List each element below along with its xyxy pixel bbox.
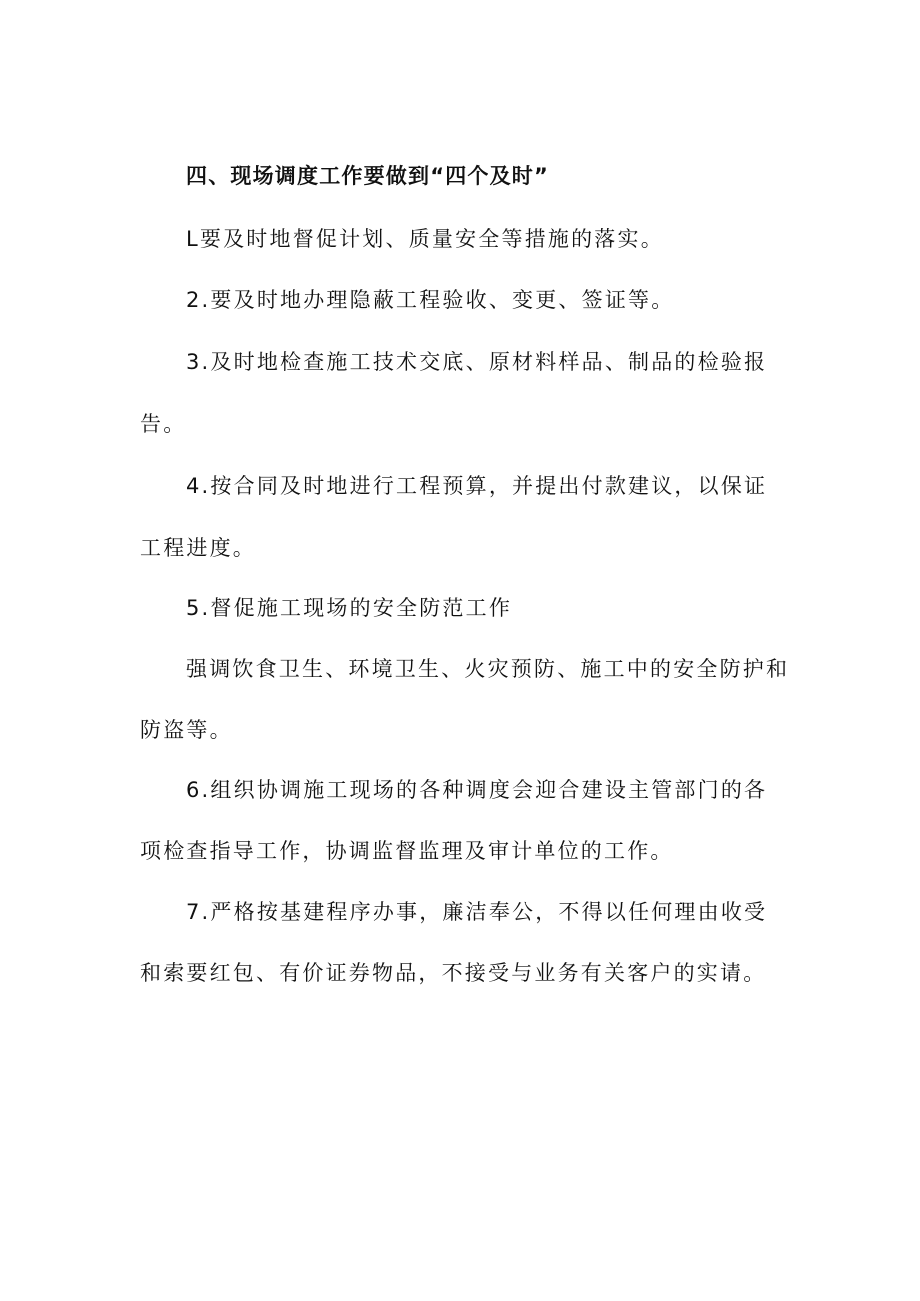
paragraph-line-3: 3.及时地检查施工技术交底、原材料样品、制品的检验报 <box>186 350 768 374</box>
paragraph-line-1: L要及时地督促计划、质量安全等措施的落实。 <box>186 227 664 251</box>
paragraph-line-5-detail-continuation: 防盗等。 <box>140 718 233 742</box>
paragraph-line-2: 2.要及时地办理隐蔽工程验收、变更、签证等。 <box>186 288 675 312</box>
paragraph-line-4-continuation: 工程进度。 <box>140 536 256 560</box>
paragraph-line-5: 5.督促施工现场的安全防范工作 <box>186 596 513 620</box>
paragraph-line-5-detail: 强调饮食卫生、环境卫生、火灾预防、施工中的安全防护和 <box>186 657 790 681</box>
paragraph-line-6: 6.组织协调施工现场的各种调度会迎合建设主管部门的各 <box>186 778 768 802</box>
paragraph-line-7: 7.严格按基建程序办事，廉洁奉公，不得以任何理由收受 <box>186 900 768 924</box>
section-heading: 四、现场调度工作要做到“四个及时” <box>186 164 550 188</box>
paragraph-line-6-continuation: 项检查指导工作，协调监督监理及审计单位的工作。 <box>140 839 674 863</box>
paragraph-line-4: 4.按合同及时地进行工程预算，并提出付款建议，以保证 <box>186 474 768 498</box>
paragraph-line-7-continuation: 和索要红包、有价证券物品，不接受与业务有关客户的实请。 <box>140 961 767 985</box>
paragraph-line-3-continuation: 告。 <box>140 412 187 436</box>
